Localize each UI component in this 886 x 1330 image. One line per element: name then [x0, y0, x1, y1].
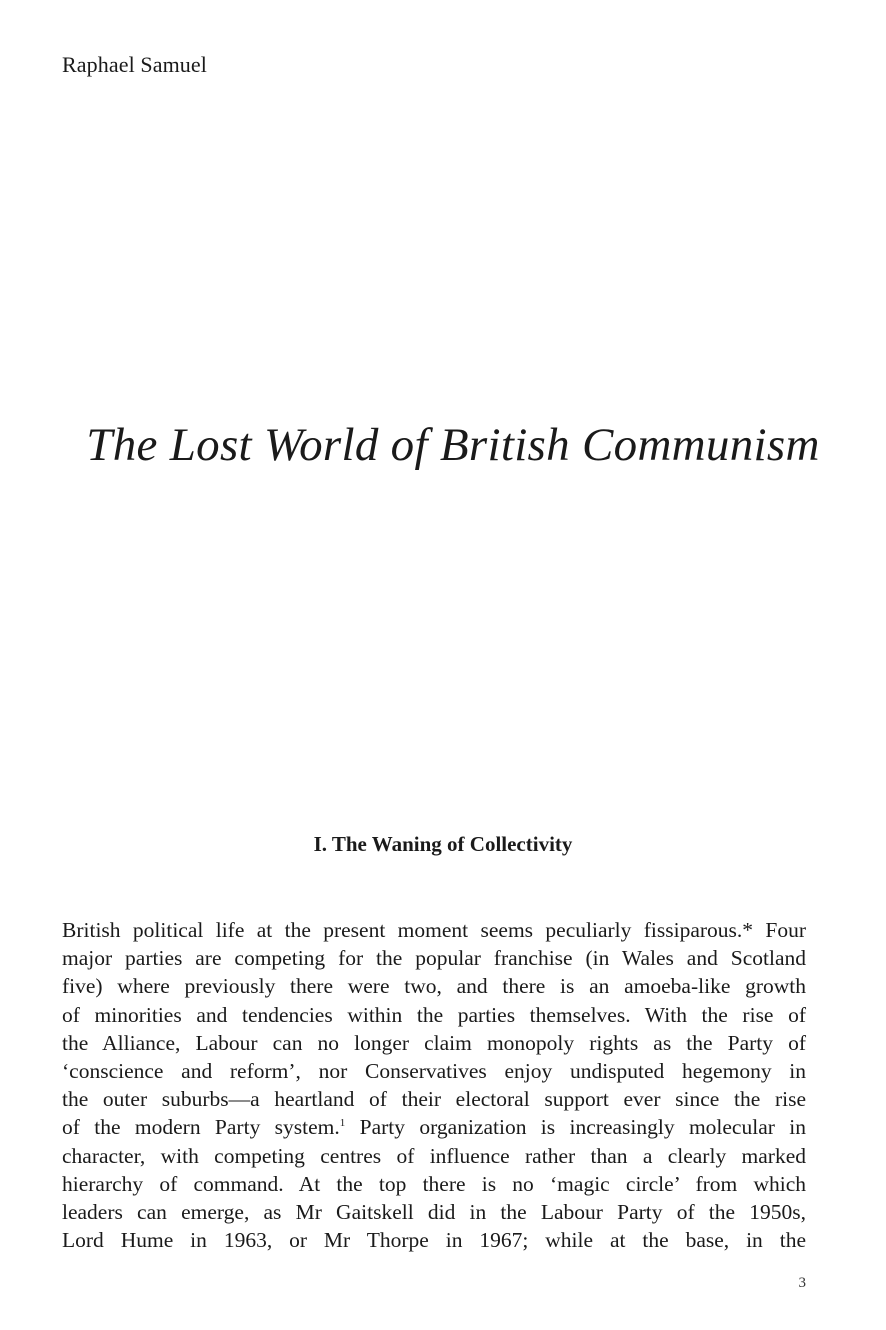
body-line: character, with competing centres of influence rather than a clearly marked [62, 1143, 806, 1168]
body-line: Lord Hume in 1963, or Mr Thorpe in 1967; while at the base, in the [62, 1228, 806, 1253]
footnote-reference[interactable]: 1 [339, 1117, 346, 1130]
body-line: major parties are competing for the popular franchise (in Wales and Scotland [62, 946, 806, 971]
body-paragraph [62, 916, 806, 1254]
section-heading: I. The Waning of Collectivity [313, 832, 573, 856]
body-line: the Alliance, Labour can no longer claim monopoly rights as the Party of [62, 1030, 806, 1055]
page-number: 3 [798, 1275, 806, 1291]
body-line: five) where previously there were two, and there is an amoeba-like growth [62, 974, 806, 999]
body-line: leaders can emerge, as Mr Gaitskell did in the Labour Party of the 1950s, [62, 1199, 806, 1224]
body-line: the outer suburbs—a heartland of their electoral support ever since the rise [62, 1087, 806, 1112]
body-line: ‘conscience and reform’, nor Conservatives enjoy undisputed hegemony in [62, 1058, 806, 1083]
body-line: British political life at the present moment seems peculiarly fissiparous.* Four [62, 918, 806, 942]
body-line: of minorities and tendencies within the parties themselves. With the rise of [62, 1002, 806, 1027]
article-title: The Lost World of British Communism [86, 419, 820, 471]
author-name: Raphael Samuel [62, 52, 207, 77]
body-line: hierarchy of command. At the top there is no ‘magic circle’ from which [62, 1171, 806, 1196]
body-line [62, 1113, 806, 1141]
body-line-with-footnote: of the modern Party system.$^1$ Party organization is increasingly molecular in [62, 1115, 806, 1140]
